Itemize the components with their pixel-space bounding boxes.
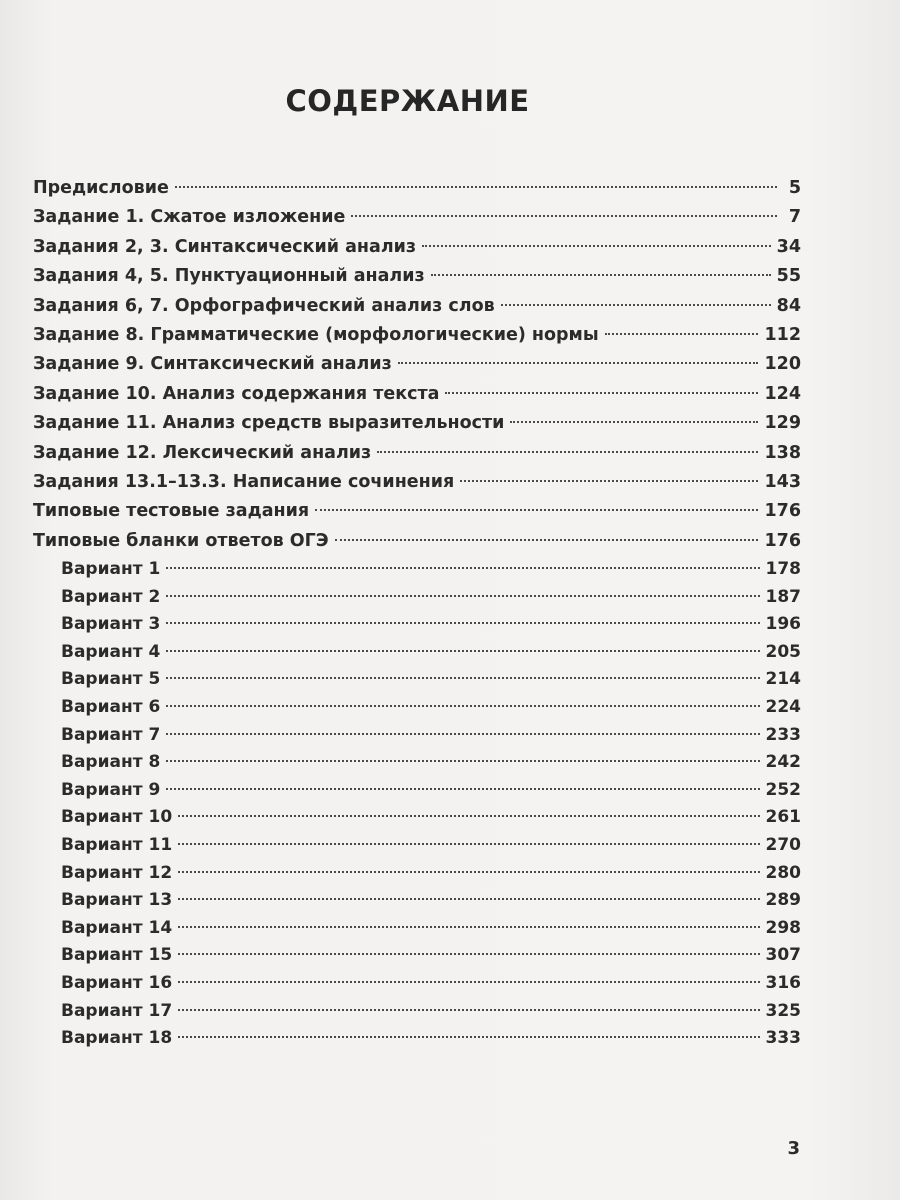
toc-entry-page: 187 (765, 586, 801, 607)
toc-entry-label: Типовые бланки ответов ОГЭ (33, 530, 329, 551)
dot-leader (431, 274, 771, 276)
toc-variant-entry (33, 970, 801, 998)
toc-entry-page: 138 (764, 442, 801, 463)
dot-leader (377, 451, 758, 453)
dot-leader (422, 245, 771, 247)
toc-entry-label: Задание 12. Лексический анализ (33, 442, 372, 463)
toc-entry-label: Вариант 7 (61, 724, 161, 745)
toc-variant-entry (33, 666, 801, 694)
toc-entry-page: 84 (776, 295, 801, 316)
dot-leader (178, 815, 759, 817)
dot-leader (178, 926, 759, 928)
toc-entry-page: 242 (765, 752, 801, 773)
toc-entry (33, 439, 801, 468)
toc-entry-page: 307 (765, 945, 801, 966)
toc-variant-entry (33, 860, 801, 888)
toc-entry-page: 178 (765, 559, 801, 580)
toc-entry-page: 252 (765, 779, 801, 800)
toc-entry (33, 409, 801, 438)
toc-entry-page: 196 (765, 614, 801, 635)
dot-leader (501, 304, 771, 306)
toc-entry-label: Вариант 11 (61, 835, 173, 856)
dot-leader (166, 705, 759, 707)
dot-leader (178, 871, 759, 873)
dot-leader (605, 333, 759, 335)
dot-leader (166, 760, 759, 762)
toc-entry-label: Задание 9. Синтаксический анализ (33, 354, 392, 375)
toc-entry-page: 55 (776, 266, 801, 287)
toc-entry (33, 527, 801, 556)
toc-entry-label: Вариант 10 (61, 807, 173, 828)
toc-entry (33, 174, 801, 203)
toc-entry-label: Вариант 9 (61, 779, 161, 800)
toc-entry-label: Предисловие (33, 178, 169, 198)
toc-variant-entry (33, 694, 801, 722)
toc-entry-label: Вариант 13 (61, 890, 173, 911)
toc-variant-entry (33, 777, 801, 805)
toc-entry-label: Задания 2, 3. Синтаксический анализ (33, 236, 417, 257)
dot-leader (166, 677, 759, 679)
toc-entry-page: 143 (764, 471, 801, 492)
page-number: 3 (787, 1138, 800, 1159)
toc-entry (33, 292, 801, 321)
toc-entry-page: 280 (765, 862, 801, 883)
dot-leader (166, 595, 759, 597)
toc-entry-page: 233 (765, 724, 801, 745)
toc-variant-entry (33, 639, 801, 667)
dot-leader (398, 362, 759, 364)
toc-variant-entry (33, 887, 801, 915)
toc-variant-entry (33, 611, 801, 639)
toc-entry-page: 112 (764, 324, 801, 345)
toc-entry-label: Вариант 2 (61, 586, 161, 607)
toc-entry-page: 316 (765, 972, 801, 993)
dot-leader (178, 1009, 759, 1011)
toc-entry (33, 468, 801, 497)
toc-variant-entry (33, 1025, 801, 1053)
toc-entry-page: 261 (765, 807, 801, 828)
toc-entry-label: Типовые тестовые задания (33, 501, 310, 522)
toc-entry-page: 214 (765, 669, 801, 690)
dot-leader (178, 953, 759, 955)
toc-entry (33, 380, 801, 409)
dot-leader (166, 788, 759, 790)
toc-entry (33, 497, 801, 526)
toc-entry (33, 203, 801, 232)
toc-entry-page: 176 (764, 530, 801, 551)
dot-leader (510, 421, 758, 423)
dot-leader (351, 215, 777, 217)
dot-leader (166, 650, 759, 652)
toc-entry-page: 5 (788, 178, 801, 198)
toc-entry-label: Вариант 3 (61, 614, 161, 635)
toc-entry-page: 289 (765, 890, 801, 911)
toc-entry-label: Задания 13.1–13.3. Написание сочинения (33, 471, 455, 492)
toc-entry-label: Вариант 15 (61, 945, 173, 966)
toc-entry (33, 233, 801, 262)
dot-leader (166, 567, 759, 569)
toc-entry-page: 124 (764, 383, 801, 404)
toc-variant-entries (33, 556, 801, 1053)
dot-leader (178, 981, 759, 983)
toc-variant-entry (33, 998, 801, 1026)
toc-entry-label: Задания 6, 7. Орфографический анализ слов (33, 295, 495, 316)
dot-leader (166, 733, 759, 735)
dot-leader (178, 1036, 759, 1038)
toc-entry-label: Задание 1. Сжатое изложение (33, 207, 346, 228)
toc-variant-entry (33, 749, 801, 777)
toc-entry-page: 224 (765, 697, 801, 718)
toc-main-entries (33, 174, 801, 556)
toc-entry-page: 298 (765, 917, 801, 938)
dot-leader (178, 898, 759, 900)
toc-entry-page: 205 (765, 641, 801, 662)
toc-entry-label: Вариант 4 (61, 641, 161, 662)
toc-variant-entry (33, 804, 801, 832)
toc-variant-entry (33, 556, 801, 584)
toc-entry-label: Вариант 12 (61, 862, 173, 883)
toc-variant-entry (33, 942, 801, 970)
toc-entry-label: Вариант 1 (61, 559, 161, 580)
toc-entry-page: 333 (765, 1028, 801, 1049)
dot-leader (166, 622, 759, 624)
dot-leader (445, 392, 758, 394)
toc-entry-page: 34 (776, 236, 801, 257)
toc-entry (33, 321, 801, 350)
toc-entry-label: Вариант 6 (61, 697, 161, 718)
dot-leader (175, 186, 777, 188)
toc-variant-entry (33, 832, 801, 860)
toc-entry (33, 262, 801, 291)
toc-variant-entry (33, 584, 801, 612)
toc-entry-label: Вариант 18 (61, 1028, 173, 1049)
dot-leader (315, 509, 758, 511)
toc-entry-page: 7 (788, 207, 801, 228)
toc-variant-entry (33, 915, 801, 943)
toc-variant-entry (33, 722, 801, 750)
toc-entry-label: Задание 11. Анализ средств выразительности (33, 413, 505, 434)
toc-entry-page: 120 (764, 354, 801, 375)
toc-entry-page: 325 (765, 1000, 801, 1021)
dot-leader (460, 480, 758, 482)
dot-leader (335, 539, 759, 541)
table-of-contents (33, 174, 801, 1053)
toc-entry (33, 350, 801, 379)
toc-entry-page: 129 (764, 413, 801, 434)
toc-entry-label: Вариант 8 (61, 752, 161, 773)
toc-entry-label: Задание 8. Грамматические (морфологические) нормы (33, 324, 599, 345)
toc-entry-page: 176 (764, 501, 801, 522)
toc-entry-label: Вариант 5 (61, 669, 161, 690)
toc-entry-label: Задание 10. Анализ содержания текста (33, 383, 440, 404)
toc-entry-page: 270 (765, 835, 801, 856)
toc-entry-label: Задания 4, 5. Пунктуационный анализ (33, 266, 425, 287)
dot-leader (178, 843, 759, 845)
toc-entry-label: Вариант 14 (61, 917, 173, 938)
toc-entry-label: Вариант 16 (61, 972, 173, 993)
page-title: СОДЕРЖАНИЕ (285, 84, 530, 118)
toc-entry-label: Вариант 17 (61, 1000, 173, 1021)
